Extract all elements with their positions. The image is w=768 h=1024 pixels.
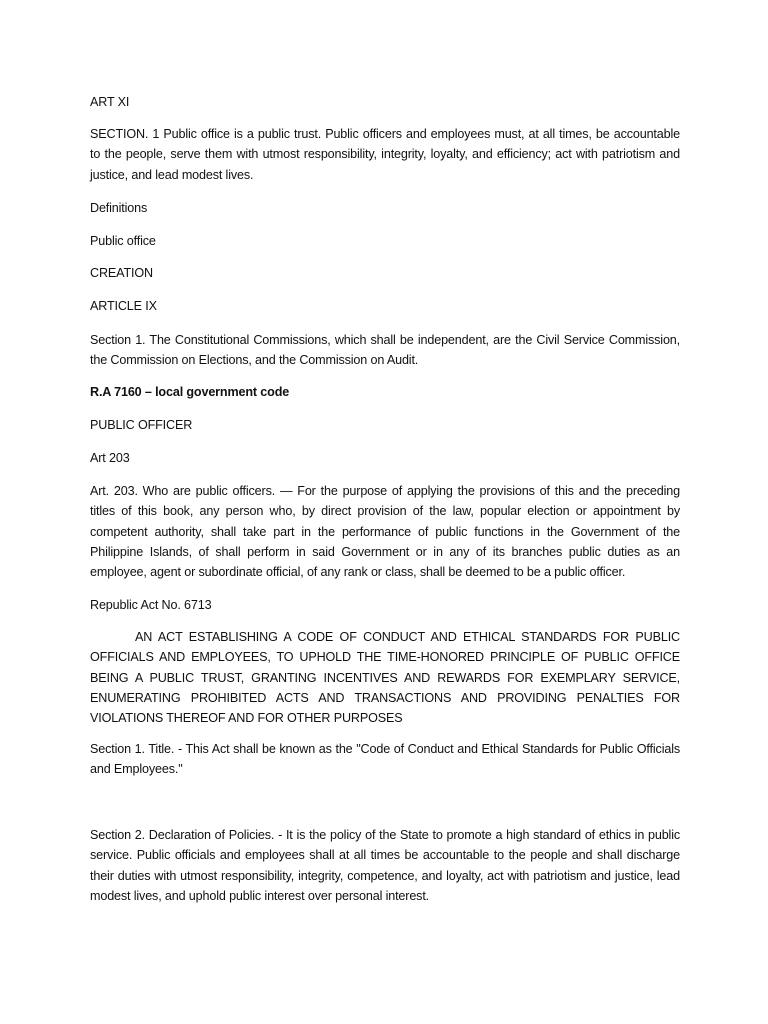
heading-art-203: Art 203 bbox=[90, 451, 130, 465]
act-title-caps: AN ACT ESTABLISHING A CODE OF CONDUCT AND ETHICAL STANDARDS FOR PUBLIC OFFICIALS AND EMPLOYEES, TO UPHOLD THE TIME-HONORED PRINCIPLE OF PUBLIC OFFICE BEING A PUBLIC TRUST, GRANTING INCENTIVES AND REWARDS FOR EXEMPLARY SERVICE, ENUMERATING PROHIBITED ACTS AND TRANSACTIONS AND PROVIDING PENALTIES FOR VIOLATIONS THEREOF AND FOR OTHER PURPOSES bbox=[90, 630, 680, 726]
heading-republic-act-6713: Republic Act No. 6713 bbox=[90, 598, 212, 612]
section-1-constitutional-commissions: Section 1. The Constitutional Commissions, which shall be independent, are the Civil Service Commission, the Commission on Elections, and the Commission on Audit. bbox=[90, 333, 680, 368]
heading-public-office: Public office bbox=[90, 234, 156, 248]
art-203-definition: Art. 203. Who are public officers. — For the purpose of applying the provisions of this and the preceding titles of this book, any person who, by direct provision of the law, popular election or appointment by competent authority, shall take part in the performance of public functions in the Government of the Philippine Islands, of shall perform in said Government or in any of its branches public duties as an employee, agent or subordinate official, of any rank or class, shall be deemed to be a public officer. bbox=[90, 484, 680, 580]
heading-creation: CREATION bbox=[90, 266, 153, 280]
heading-art-xi: ART XI bbox=[90, 95, 130, 109]
section-1-title: Section 1. Title. - This Act shall be known as the "Code of Conduct and Ethical Standards for Public Officials and Employees." bbox=[90, 742, 680, 777]
heading-article-ix: ARTICLE IX bbox=[90, 299, 157, 313]
heading-public-officer: PUBLIC OFFICER bbox=[90, 418, 193, 432]
heading-ra-7160: R.A 7160 – local government code bbox=[90, 385, 290, 399]
section-2-declaration-of-policies: Section 2. Declaration of Policies. - It is the policy of the State to promote a high standard of ethics in public service. Public officials and employees shall at all times be accountable to the people and shall discharge their duties with utmost responsibility, integrity, competence, and loyalty, act with patriotism and justice, lead modest lives, and uphold public interest over personal interest. bbox=[90, 828, 680, 903]
section-1-public-trust: SECTION. 1 Public office is a public trust. Public officers and employees must, at all times, be accountable to the people, serve them with utmost responsibility, integrity, loyalty, and efficiency; act with patriotism and justice, and lead modest lives. bbox=[90, 127, 680, 182]
heading-definitions: Definitions bbox=[90, 201, 148, 215]
